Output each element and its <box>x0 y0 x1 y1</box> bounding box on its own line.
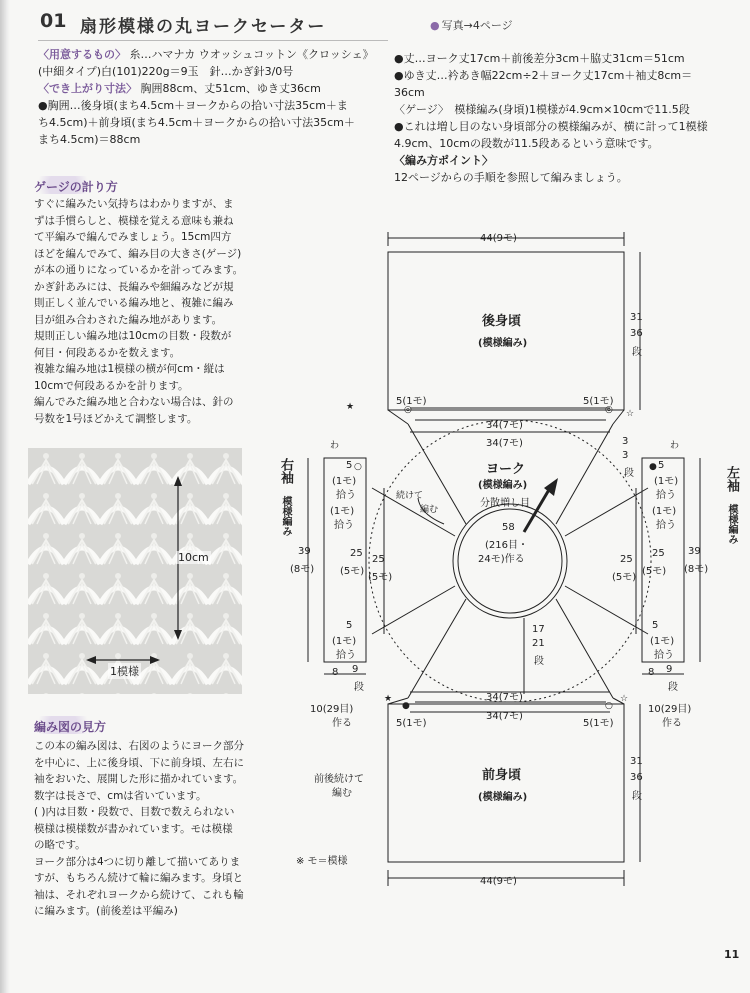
right-sleeve-length: 39 <box>298 546 311 557</box>
front-gusset-left: 5(1モ) <box>583 718 614 729</box>
yoke-right-inner: 25 <box>372 554 385 565</box>
svg-text:◎: ◎ <box>404 405 412 415</box>
gauge-text-line: ずは手慣らしと、模様を覚える意味も兼ね <box>34 214 234 227</box>
chart-text-line: に編みます。(前後差は平編み) <box>34 905 178 917</box>
gauge-text-line: 規則正しい編み地は10cmの目数・段数が <box>34 330 232 342</box>
gauge-section-text <box>34 196 254 427</box>
specs-block <box>394 50 744 186</box>
point-line: 12ページからの手順を参照して編みましょう。 <box>394 171 628 184</box>
gauge-note-2: 4.9cm、10cmの段数が11.5段あるという意味です。 <box>394 137 659 150</box>
knitting-schematic <box>268 226 750 891</box>
yoke-right-side-m: (5モ) <box>340 566 365 577</box>
continue-label-2: 編む <box>420 505 439 515</box>
yoke-left-inner-m: (5モ) <box>612 572 637 583</box>
left-sleeve-bottom-5: 5 <box>652 620 659 631</box>
front-body-name: 前身頃 <box>482 768 522 783</box>
chest-line-1: ●胸囲…後身頃(まち4.5cm＋ヨークからの拾い寸法35cm＋ま <box>38 99 348 112</box>
back-body-name: 後身頃 <box>482 314 522 329</box>
front-length-rows: 36 <box>630 772 643 783</box>
left-sleeve-dan: 段 <box>668 682 678 693</box>
yoke-right-inner-m: (5モ) <box>368 572 393 583</box>
left-sleeve-length-m: (8モ) <box>684 564 709 575</box>
continue-label-1: 続けて <box>396 491 424 501</box>
left-sleeve-top-1m: (1モ) <box>654 476 679 487</box>
page-number: 11 <box>724 948 740 961</box>
front-continue-1: 前後続けて <box>314 774 364 785</box>
right-sleeve-top-5: 5 <box>346 460 353 471</box>
left-sleeve-width: 8 <box>648 667 655 678</box>
right-sleeve-bottom-1m: (1モ) <box>332 636 357 647</box>
gauge-text-line: 号数を1号ほどかえて調整します。 <box>34 412 198 425</box>
left-sleeve-top-pick: 拾う <box>656 490 676 501</box>
sleeve-length-line-1: ●ゆき丈…衿あき幅22cm÷2＋ヨーク丈17cm＋袖丈8cm＝ <box>394 69 693 82</box>
gauge-text-line: が本の通りになっているかを計ってみます。 <box>34 264 244 276</box>
right-sleeve-mid-1m: (1モ) <box>330 506 355 517</box>
lace-swatch-image <box>28 448 242 694</box>
gauge-section-heading: ゲージの計り方 <box>34 180 118 194</box>
prep-line-2: (中細タイプ)白(101)220g＝9玉 針…かぎ針3/0号 <box>38 65 294 78</box>
right-castoff-stitches: 10(29目) <box>310 704 354 715</box>
gauge-text-line: 則正しく並んでいる編み地と、複雑に編み <box>34 297 234 309</box>
chart-text-line: の略です。 <box>34 839 86 851</box>
svg-text:★: ★ <box>384 694 393 704</box>
front-width-label: 44(9モ) <box>480 876 517 887</box>
chart-text-line: 数字は長さで、cmは省いています。 <box>34 789 207 802</box>
right-sleeve-width: 8 <box>332 667 339 678</box>
yoke-left-side: 25 <box>652 548 665 559</box>
svg-text:◎: ◎ <box>605 405 613 415</box>
chart-section-text <box>34 738 254 920</box>
left-sleeve-length: 39 <box>688 546 701 557</box>
chart-text-line: を中心に、上に後身頃、下に前身頃、左右に <box>34 756 244 769</box>
right-sleeve-length-m: (8モ) <box>290 564 315 575</box>
right-sleeve-dan: 段 <box>354 682 364 693</box>
back-body-outline <box>388 252 624 410</box>
front-length-cm: 31 <box>630 756 643 767</box>
left-sleeve-wa: わ <box>670 441 680 451</box>
back-gusset-right: 5(1モ) <box>396 396 427 407</box>
yoke-left-inner: 25 <box>620 554 633 565</box>
right-sleeve-top-1m: (1モ) <box>332 476 357 487</box>
chart-text-line: ( )内は目数・段数で、目数で数えられない <box>34 806 235 818</box>
gauge-line: 〈ゲージ〉 模様編み(身頃)1模様が4.9cm×10cmで11.5段 <box>394 103 690 116</box>
title-underline <box>38 40 388 41</box>
yoke-bottom-inner-edge: 34(7モ) <box>486 692 523 703</box>
gauge-text-line: かぎ針あみには、長編みや細編みなどが規 <box>34 280 234 293</box>
chart-section-heading: 編み図の見方 <box>34 720 107 734</box>
front-back-diff-b: 3 <box>622 450 629 461</box>
neck-stitches: (216目・ <box>485 540 528 551</box>
svg-text:○: ○ <box>605 701 613 711</box>
front-body-pattern: (模様編み) <box>478 792 528 803</box>
chart-text-line: 袖は、それぞれヨークから続けて、これも輪 <box>34 888 244 901</box>
back-width-label: 44(9モ) <box>480 233 517 244</box>
materials-block <box>38 46 383 148</box>
back-length-rows: 36 <box>630 328 643 339</box>
page-title: 扇形模様の丸ヨークセーター <box>80 17 327 37</box>
yoke-right-side: 25 <box>350 548 363 559</box>
yoke-left-side-m: (5モ) <box>642 566 667 577</box>
front-length-dan: 段 <box>632 791 642 802</box>
left-sleeve-bottom-1m: (1モ) <box>650 636 675 647</box>
left-sleeve-name: 左袖 <box>724 466 739 492</box>
left-sleeve-bottom-pick: 拾う <box>654 650 674 661</box>
size-line: 胸囲88cm、丈51cm、ゆき丈36cm <box>140 82 321 95</box>
neck-cast-on: 24モ)作る <box>478 554 525 565</box>
yoke-name: ヨーク <box>486 462 526 477</box>
gauge-text-line: て平編みで編んでみましょう。15cm四方 <box>34 231 232 243</box>
svg-text:●: ● <box>402 701 410 711</box>
gauge-note-1: ●これは増し目のない身頃部分の模様編みが、横に計って1模様 <box>394 120 708 133</box>
svg-text:●: ● <box>649 462 657 472</box>
back-length-dan: 段 <box>632 347 642 358</box>
right-sleeve-top-pick: 拾う <box>336 490 356 501</box>
front-back-diff-a: 3 <box>622 436 629 447</box>
yoke-length-dan: 段 <box>534 656 544 667</box>
gauge-text-line: 目が組み合わされた編み地があります。 <box>34 313 223 326</box>
left-sleeve-rows: 9 <box>666 664 673 675</box>
back-body-pattern: (模様編み) <box>478 338 528 349</box>
photo-reference: ● 写真→4ページ <box>430 17 513 33</box>
right-castoff-make: 作る <box>332 718 352 729</box>
neck-cm: 58 <box>502 522 515 533</box>
chart-text-line: この本の編み図は、右図のようにヨーク部分 <box>34 740 244 752</box>
right-sleeve-mid-pick: 拾う <box>334 520 354 531</box>
gauge-text-line: すぐに編みたい気持ちはわかりますが、ま <box>34 198 234 210</box>
point-heading: 〈編み方ポイント〉 <box>394 154 493 167</box>
page-spine-shadow <box>0 0 10 993</box>
chest-line-2: ち4.5cm)＋前身頃(まち4.5cm＋ヨークからの拾い寸法35cm＋ <box>38 116 355 129</box>
left-sleeve-pattern: 模様編み <box>726 504 737 544</box>
yoke-top-edge: 34(7モ) <box>486 420 523 431</box>
pattern-number: 01 <box>40 10 67 32</box>
svg-text:○: ○ <box>354 462 362 472</box>
swatch-height-label: 10cm <box>178 551 209 564</box>
yoke-bottom-edge: 34(7モ) <box>486 711 523 722</box>
left-sleeve-mid-1m: (1モ) <box>652 506 677 517</box>
right-sleeve-name: 右袖 <box>278 458 293 484</box>
prep-heading: 〈用意するもの〉 <box>38 48 126 61</box>
gauge-text-line: 複雑な編み地は1模様の横が何cm・縦は <box>34 363 225 375</box>
gauge-text-line: ほどを編んでみて、編み目の大きさ(ゲージ) <box>34 247 242 260</box>
yoke-pattern: (模様編み) <box>478 480 528 491</box>
back-gusset-left: 5(1モ) <box>583 396 614 407</box>
title-bar <box>0 8 750 38</box>
chart-text-line: ヨーク部分は4つに切り離して描いてありま <box>34 855 241 868</box>
svg-text:☆: ☆ <box>626 409 635 419</box>
svg-text:☆: ☆ <box>620 694 629 704</box>
left-sleeve-mid-pick: 拾う <box>656 520 676 531</box>
gauge-swatch-photo <box>28 448 242 694</box>
right-sleeve-rows: 9 <box>352 664 359 675</box>
sleeve-length-line-2: 36cm <box>394 86 425 99</box>
back-length-cm: 31 <box>630 312 643 323</box>
svg-text:★: ★ <box>346 402 355 412</box>
left-sleeve-top-5: 5 <box>658 460 665 471</box>
left-castoff-stitches: 10(29目) <box>648 704 692 715</box>
right-sleeve-wa: わ <box>330 441 340 451</box>
chart-text-line: 袖をおいた、展開した形に描かれています。 <box>34 773 244 785</box>
gauge-text-line: 何目・何段あるかを数えます。 <box>34 346 181 359</box>
swatch-width-label: 1模様 <box>110 665 139 678</box>
front-back-diff-dan: 段 <box>624 468 634 479</box>
yoke-length-rows: 21 <box>532 638 545 649</box>
pattern-abbrev-note: ※ モ＝模様 <box>296 856 348 867</box>
chest-line-3: まち4.5cm)＝88cm <box>38 133 141 146</box>
right-sleeve-pattern: 模様編み <box>280 496 291 536</box>
length-line: ●丈…ヨーク丈17cm＋前後差分3cm＋脇丈31cm＝51cm <box>394 52 685 65</box>
yoke-increase-note: 分散増し目 <box>480 498 530 509</box>
right-sleeve-bottom-5: 5 <box>346 620 353 631</box>
front-gusset-right: 5(1モ) <box>396 718 427 729</box>
front-continue-2: 編む <box>332 788 352 799</box>
gauge-text-line: 10cmで何段あるかを計ります。 <box>34 379 189 392</box>
gauge-text-line: 編んでみた編み地と合わない場合は、針の <box>34 396 234 408</box>
yoke-top-inner-edge: 34(7モ) <box>486 438 523 449</box>
yoke-length-cm: 17 <box>532 624 545 635</box>
size-heading: 〈でき上がり寸法〉 <box>38 82 137 95</box>
chart-text-line: すが、もちろん続けて輪に編みます。身頃と <box>34 872 244 884</box>
chart-text-line: 模様は模様数が書かれています。モは模様 <box>34 822 233 835</box>
right-sleeve-bottom-pick: 拾う <box>336 650 356 661</box>
prep-line-1: 糸…ハマナカ ウオッシュコットン《クロッシェ》 <box>129 48 374 61</box>
left-castoff-make: 作る <box>662 718 682 729</box>
